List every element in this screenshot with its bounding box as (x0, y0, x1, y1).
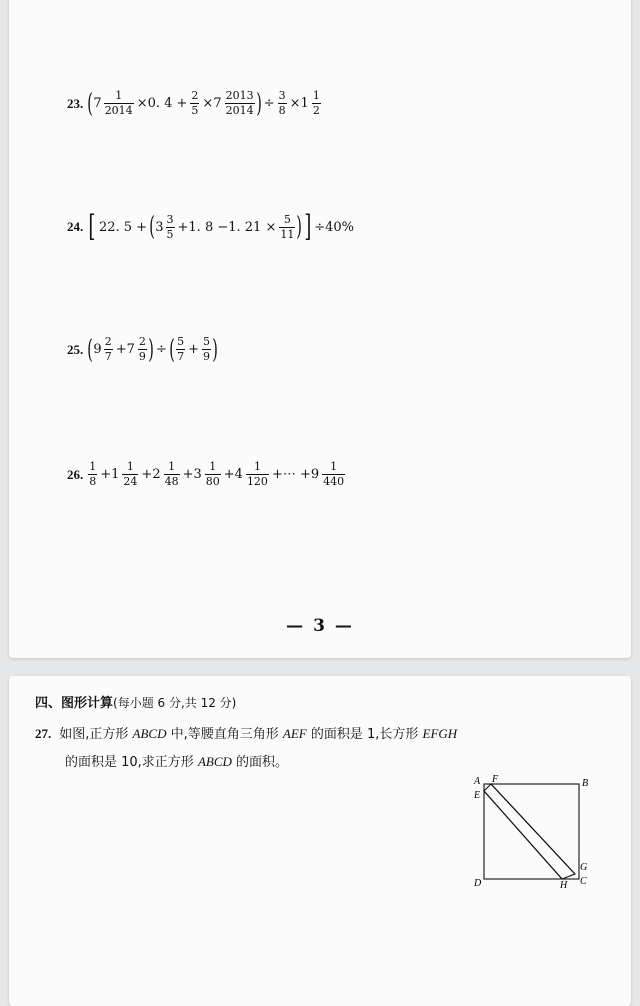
section-heading (35, 692, 236, 711)
label-a: A (474, 776, 481, 787)
fraction: $\frac{2013}{2014}$ (225, 89, 254, 117)
fraction: $\frac{3}{5}$ (166, 212, 174, 241)
label-e: E (474, 790, 481, 801)
fraction: $\frac{1}{120}$ (246, 460, 268, 488)
question-27: 27. 如图,正方形 ABCD 中,等腰直角三角形 AEF 的面积是 1,长方形 EFGH 的面积是 10,求正方形 ABCD 的面积。 (35, 726, 458, 770)
fraction: $\frac{2}{5}$ (191, 89, 199, 117)
fraction: $\frac{5}{7}$ (177, 335, 185, 363)
diagonal-eh (484, 791, 562, 879)
problem-number: 25. (67, 341, 84, 357)
fraction: $\frac{5}{9}$ (202, 335, 210, 363)
problem-number: 26. (67, 466, 84, 482)
problem-number: 24. (67, 219, 84, 234)
problem-23: 23. ( 7 $\frac{1}{2014}$ ×0. 4 + $\frac{2}{5}$ ×7 $\frac{2013}{2014}$ ) ÷ $\frac{3}{8}$ ×1 $\frac{1}{2}$ (67, 88, 320, 119)
label-d: D (474, 878, 482, 889)
label-f: F (492, 774, 499, 785)
fraction: $\frac{1}{8}$ (89, 460, 97, 488)
fraction: $\frac{1}{80}$ (205, 460, 220, 488)
section-subtitle: (每小题 6 分,共 12 分) (113, 696, 237, 710)
square-diagram (464, 774, 594, 894)
rectangle-efgh (484, 784, 575, 879)
label-c: C (580, 876, 587, 887)
fraction: $\frac{1}{440}$ (323, 460, 345, 488)
problem-25: 25. ( 9 $\frac{2}{7}$ +7 $\frac{2}{9}$ ) ÷ ( $\frac{5}{7}$ + $\frac{5}{9}$ ) (67, 334, 218, 365)
diagonal-fg (491, 784, 575, 874)
fraction: $\frac{1}{2}$ (312, 89, 320, 117)
fraction: $\frac{1}{2014}$ (104, 89, 133, 117)
problem-number: 23. (67, 95, 84, 111)
fraction: $\frac{1}{24}$ (123, 460, 138, 488)
fraction: $\frac{2}{7}$ (104, 335, 112, 363)
worksheet-page-4 (9, 676, 631, 1006)
question-number: 27. (35, 726, 52, 741)
worksheet-page-3 (9, 0, 631, 658)
label-h: H (560, 880, 568, 891)
fraction: $\frac{5}{11}$ (280, 212, 295, 241)
problem-24: 24. [ 22. 5 + ( 3 $\frac{3}{5}$ +1. 8 −1. 21 × $\frac{5}{11}$ ) ] ÷40% (67, 209, 355, 244)
fraction: $\frac{3}{8}$ (278, 89, 286, 117)
fraction: $\frac{1}{48}$ (164, 460, 179, 488)
page-number: — 3 — (286, 616, 354, 636)
label-b: B (582, 778, 589, 789)
fraction: $\frac{2}{9}$ (138, 335, 146, 363)
label-g: G (580, 862, 588, 873)
square-abcd (484, 784, 579, 879)
problem-26: 26. $\frac{1}{8}$ +1 $\frac{1}{24}$ +2 $\frac{1}{48}$ +3 $\frac{1}{80}$ +4 $\frac{1}{120}$ +⋯ +9 $\frac{1}{440}$ (67, 460, 345, 488)
section-title: 四、图形计算 (35, 696, 114, 711)
